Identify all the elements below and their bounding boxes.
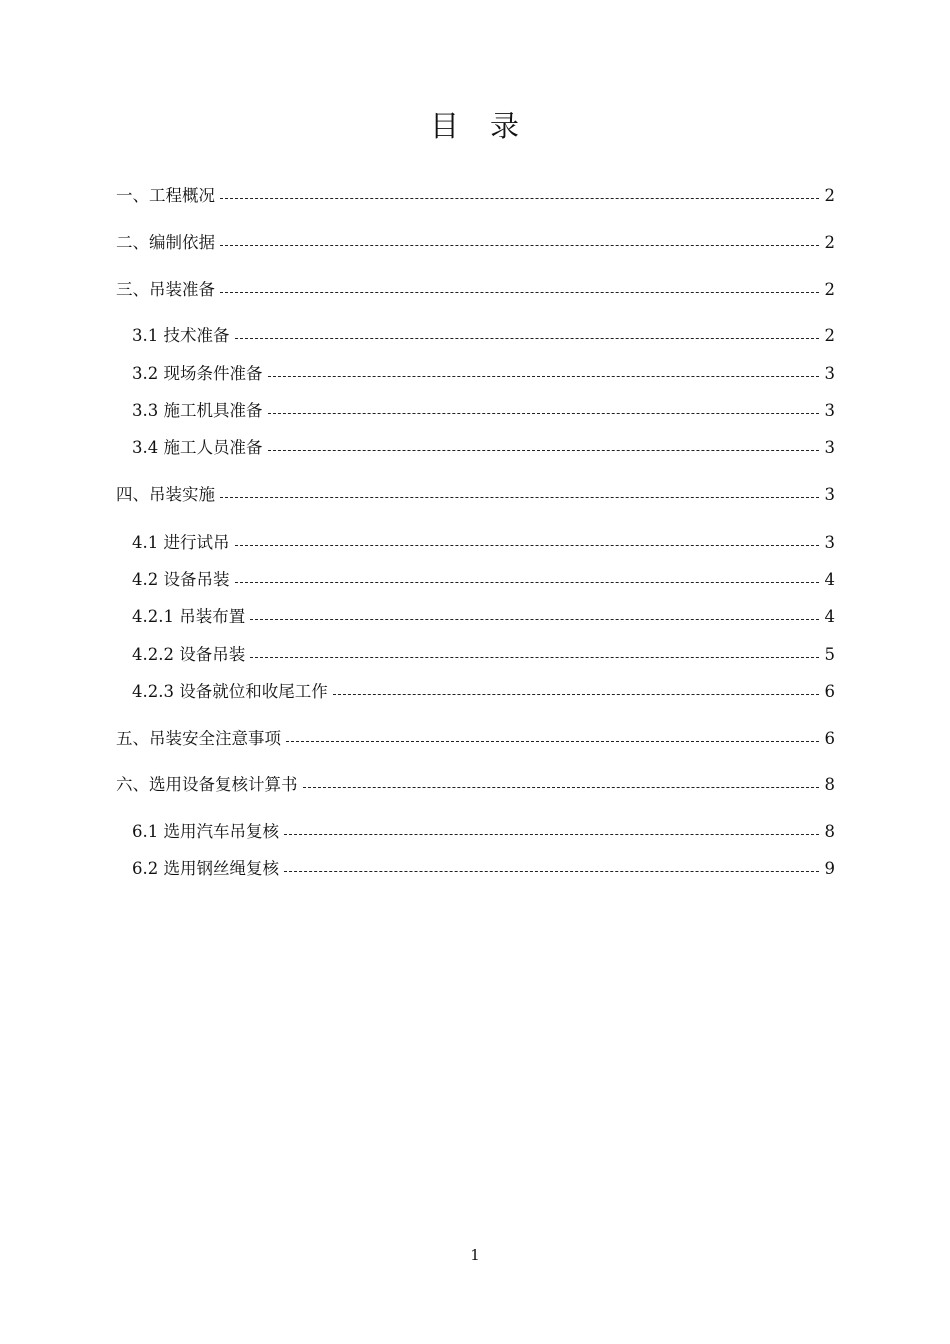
- toc-entry-2[interactable]: [116, 231, 835, 255]
- toc-leader-dashes: [268, 376, 819, 377]
- toc-leader-dashes: [235, 582, 819, 583]
- toc-entry-page: 2: [824, 326, 835, 345]
- toc-entry-page: 8: [824, 822, 835, 841]
- toc-leader-dashes: [220, 292, 819, 293]
- toc-entry-page: 3: [824, 438, 835, 457]
- toc-leader-dashes: [220, 245, 819, 246]
- toc-entry-page: 4: [824, 570, 835, 589]
- toc-entry-page: 3: [824, 485, 835, 504]
- toc-entry-text: 3.3 施工机具准备: [132, 401, 263, 420]
- toc-entry-text: 6.1 选用汽车吊复核: [132, 822, 279, 841]
- toc-leader-dashes: [235, 545, 819, 546]
- toc-entry-text: 二、编制依据: [116, 233, 215, 252]
- toc-entry-text: 六、选用设备复核计算书: [116, 775, 298, 794]
- toc-entry-3-3[interactable]: [132, 399, 835, 423]
- toc-entry-page: 3: [824, 533, 835, 552]
- toc-entry-6-1[interactable]: [132, 820, 835, 844]
- toc-entry-text: 三、吊装准备: [116, 280, 215, 299]
- toc-leader-dashes: [268, 413, 819, 414]
- toc-entry-page: 9: [824, 859, 835, 878]
- toc-leader-dashes: [286, 741, 819, 742]
- toc-leader-dashes: [333, 694, 819, 695]
- toc-entry-text: 四、吊装实施: [116, 485, 215, 504]
- toc-leader-dashes: [250, 619, 818, 620]
- toc-entry-4-1[interactable]: [132, 531, 835, 555]
- toc-entry-page: 3: [824, 364, 835, 383]
- toc-entry-text: 3.4 施工人员准备: [132, 438, 263, 457]
- toc-leader-dashes: [235, 338, 819, 339]
- toc-leader-dashes: [220, 198, 819, 199]
- toc-entry-text: 3.1 技术准备: [132, 326, 230, 345]
- toc-entry-page: 2: [824, 233, 835, 252]
- toc-entry-3-4[interactable]: [132, 436, 835, 460]
- toc-entry-page: 6: [824, 729, 835, 748]
- toc-entry-text: 6.2 选用钢丝绳复核: [132, 859, 279, 878]
- toc-entry-3[interactable]: [116, 278, 835, 302]
- toc-leader-dashes: [303, 787, 819, 788]
- toc-entry-text: 一、工程概况: [116, 186, 215, 205]
- toc-entry-text: 4.1 进行试吊: [132, 533, 230, 552]
- toc-entry-page: 4: [824, 607, 835, 626]
- toc-entry-text: 4.2 设备吊装: [132, 570, 230, 589]
- toc-entry-3-2[interactable]: [132, 362, 835, 386]
- toc-entry-text: 4.2.3 设备就位和收尾工作: [132, 682, 328, 701]
- toc-entry-4-2-3[interactable]: [132, 680, 835, 704]
- toc-entry-6[interactable]: [116, 773, 835, 797]
- toc-entry-text: 4.2.2 设备吊装: [132, 645, 246, 664]
- toc-entry-text: 五、吊装安全注意事项: [116, 729, 281, 748]
- toc-entry-1[interactable]: [116, 184, 835, 208]
- toc-entry-text: 3.2 现场条件准备: [132, 364, 263, 383]
- toc-leader-dashes: [220, 497, 819, 498]
- toc-entry-4-2-1[interactable]: [132, 605, 835, 629]
- toc-leader-dashes: [250, 657, 818, 658]
- toc-entry-3-1[interactable]: [132, 324, 835, 348]
- toc-entry-page: 6: [824, 682, 835, 701]
- toc-leader-dashes: [284, 871, 819, 872]
- toc-entry-page: 2: [824, 280, 835, 299]
- toc-entry-text: 4.2.1 吊装布置: [132, 607, 246, 626]
- toc-leader-dashes: [284, 834, 819, 835]
- toc-entry-page: 2: [824, 186, 835, 205]
- toc-leader-dashes: [268, 450, 819, 451]
- toc-entry-page: 3: [824, 401, 835, 420]
- toc-entry-6-2[interactable]: [132, 857, 835, 881]
- toc-entry-page: 5: [824, 645, 835, 664]
- toc-entry-4[interactable]: [116, 483, 835, 507]
- page-title: 目 录: [429, 109, 520, 143]
- toc-entry-page: 8: [824, 775, 835, 794]
- page-number: 1: [470, 1246, 480, 1264]
- toc-entry-4-2[interactable]: [132, 568, 835, 592]
- toc-entry-5[interactable]: [116, 727, 835, 751]
- toc-entry-4-2-2[interactable]: [132, 643, 835, 667]
